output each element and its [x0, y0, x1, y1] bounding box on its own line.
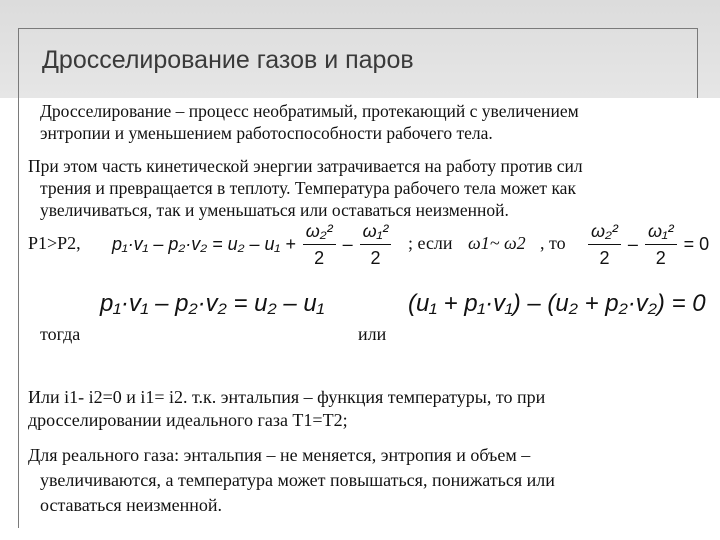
- paragraph-2-line-2: трения и превращается в теплоту. Температура рабочего тела может как: [40, 178, 576, 198]
- formula-energy-balance: [112, 218, 393, 271]
- formula-2-fraction-2: [645, 218, 677, 271]
- if-word: ; если: [408, 233, 453, 253]
- condition-text: P1>P2,: [28, 233, 81, 253]
- formula-velocity-equal: [586, 218, 709, 271]
- formula-2-fraction-1-num: ω₂²: [588, 218, 621, 245]
- paragraph-5-line-1: Для реального газа: энтальпия – не меняется, энтропия и объем –: [28, 445, 531, 465]
- formula-1-left: p₁·v₁ – p₂·v₂ = u₂ – u₁ +: [112, 234, 296, 254]
- paragraph-4-line-1: Или i1- i2=0 и i1= i2. т.к. энтальпия – функция температуры, то при: [28, 387, 546, 407]
- then-word-inline: , то: [540, 233, 566, 253]
- frame-left-line: [18, 28, 19, 528]
- if-condition: ω1~ ω2: [468, 233, 526, 253]
- formula-1-fraction-1-num: ω₂²: [303, 218, 336, 245]
- paragraph-5-line-3: оставаться неизменной.: [40, 495, 223, 515]
- formula-2-fraction-2-num: ω₁²: [645, 218, 677, 245]
- formula-2-fraction-1: [588, 218, 621, 271]
- formula-1-fraction-1: [303, 218, 336, 271]
- then-word: тогда: [40, 324, 81, 344]
- frame-top-line: [18, 28, 698, 29]
- formula-1-fraction-1-den: 2: [314, 248, 325, 268]
- or-word: или: [358, 324, 387, 344]
- frame-right-line: [697, 28, 698, 98]
- formula-4: (u₁ + p₁·v₁) – (u₂ + p₂·v₂) = 0: [408, 290, 706, 317]
- formula-2-rhs: = 0: [683, 234, 710, 254]
- paragraph-1-line-1: Дросселирование – процесс необратимый, протекающий с увеличением: [40, 101, 579, 121]
- paragraph-2-line-3: увеличиваться, так и уменьшаться или оставаться неизменной.: [40, 200, 509, 220]
- formula-2-fraction-1-den: 2: [599, 248, 610, 268]
- formula-2-fraction-2-den: 2: [655, 248, 666, 268]
- formula-1-fraction-2-num: ω₁²: [360, 218, 392, 245]
- paragraph-2-line-1: При этом часть кинетической энергии затрачивается на работу против сил: [28, 156, 583, 176]
- paragraph-1-line-2: энтропии и уменьшением работоспособности рабочего тела.: [40, 123, 493, 143]
- minus-sign: –: [342, 234, 353, 254]
- formula-3: p₁·v₁ – p₂·v₂ = u₂ – u₁: [100, 290, 325, 317]
- slide-title: Дросселирование газов и паров: [42, 46, 414, 74]
- paragraph-5-line-2: увеличиваются, а температура может повышаться, понижаться или: [40, 470, 555, 490]
- formula-1-fraction-2: [360, 218, 392, 271]
- minus-sign-2: –: [627, 234, 638, 254]
- paragraph-4-line-2: дросселировании идеального газа T1=T2;: [28, 410, 348, 430]
- formula-1-fraction-2-den: 2: [370, 248, 381, 268]
